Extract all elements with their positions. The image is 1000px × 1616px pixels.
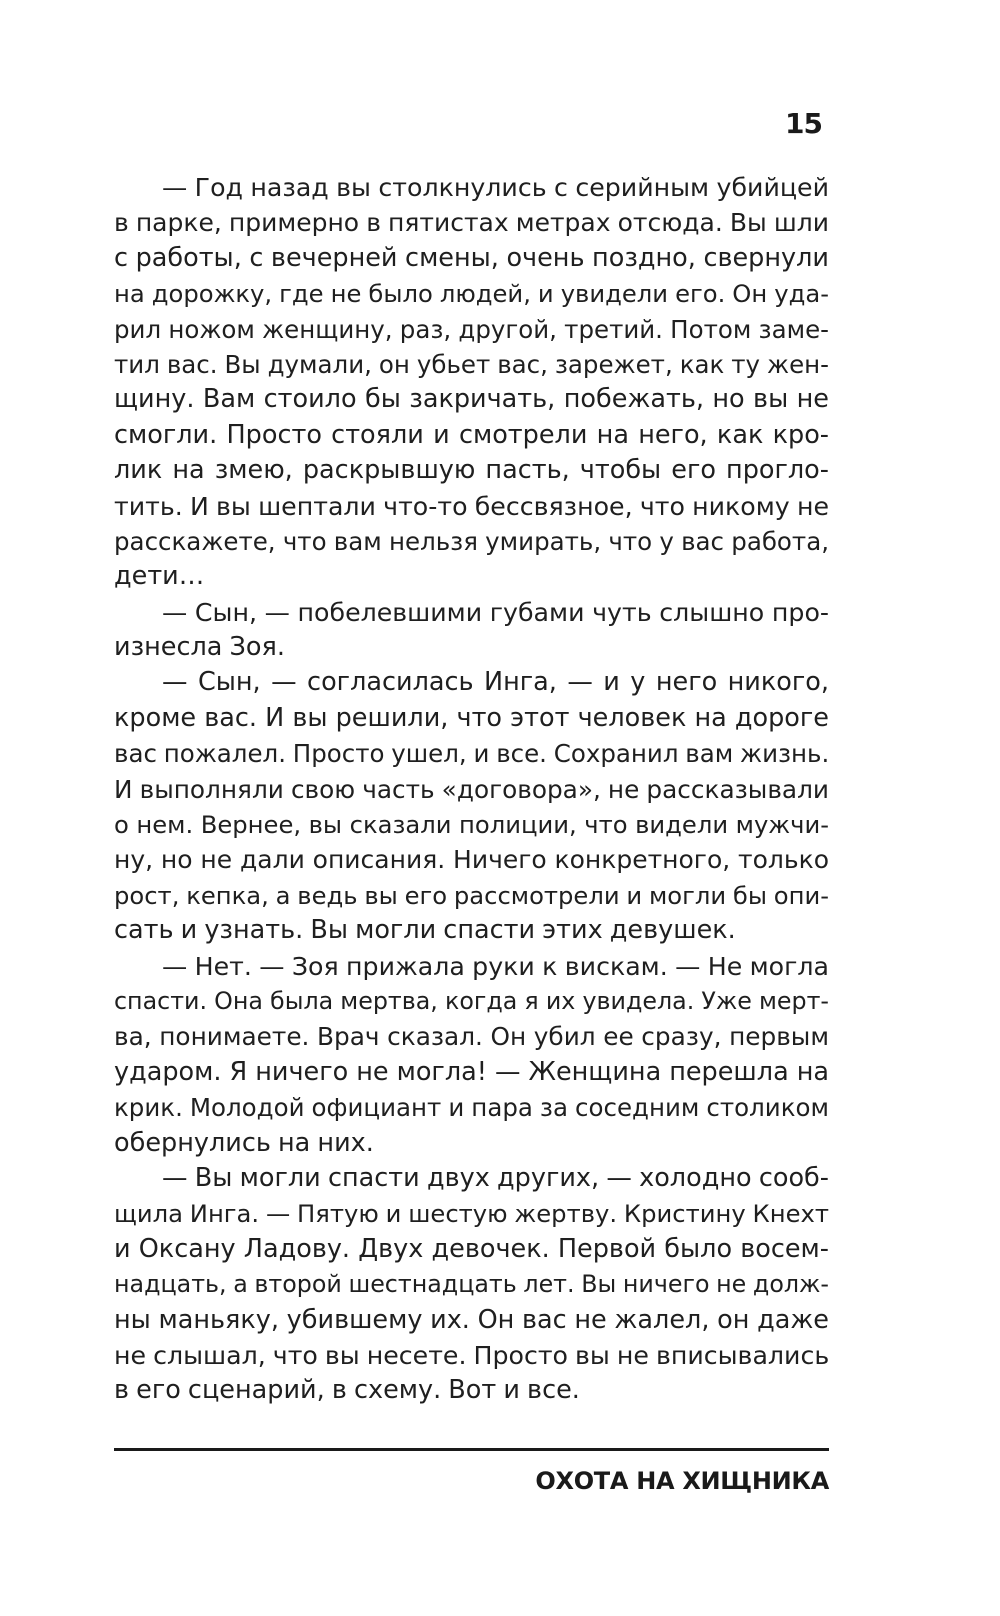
text-line: ну, но не дали описания. Ничего конкретного, только xyxy=(114,845,829,875)
text-line: на дорожку, где не было людей, и увидели его. Он уда- xyxy=(114,279,829,309)
text-line: — Сын, — согласилась Инга, — и у него никого, xyxy=(162,667,829,698)
text-line: не слышал, что вы несете. Просто вы не вписывались xyxy=(114,1340,830,1370)
text-line: крик. Молодой официант и пара за соседним столиком xyxy=(114,1093,829,1123)
text-line: ударом. Я ничего не могла! — Женщина перешла на xyxy=(114,1056,829,1087)
text-line: расскажете, что вам нельзя умирать, что у вас работа, xyxy=(114,526,829,556)
text-line: лик на змею, раскрывшую пасть, чтобы его прогло- xyxy=(114,455,829,486)
text-line: в его сценарий, в схему. Вот и все. xyxy=(114,1375,580,1406)
text-line: кроме вас. И вы решили, что этот человек на дороге xyxy=(114,702,829,733)
text-line: ва, понимаете. Врач сказал. Он убил ее сразу, первым xyxy=(114,1022,829,1052)
running-title: ОХОТА НА ХИЩНИКА xyxy=(535,1467,829,1495)
text-line: — Вы могли спасти двух других, — холодно сооб- xyxy=(162,1162,829,1193)
text-line: ны маньяку, убившему их. Он вас не жалел, он даже xyxy=(114,1304,829,1335)
text-line: — Нет. — Зоя прижала руки к вискам. — Не могла xyxy=(162,951,829,981)
footer-divider xyxy=(114,1448,829,1451)
text-line: рил ножом женщину, раз, другой, третий. Потом заме- xyxy=(114,314,829,344)
text-line: И выполняли свою часть «договора», не рассказывали xyxy=(114,774,829,804)
text-line: вас пожалел. Просто ушел, и все. Сохранил вам жизнь. xyxy=(114,739,830,769)
text-line: спасти. Она была мертва, когда я их увидела. Уже мерт- xyxy=(114,986,829,1015)
text-line: смогли. Просто стояли и смотрели на него, как кро- xyxy=(114,419,829,450)
text-line: тить. И вы шептали что-то бессвязное, что никому не xyxy=(114,491,829,521)
text-line: надцать, а второй шестнадцать лет. Вы ничего не долж- xyxy=(114,1270,829,1299)
text-line: сать и узнать. Вы могли спасти этих девушек. xyxy=(114,915,736,946)
text-line: рост, кепка, а ведь вы его рассмотрели и могли бы опи- xyxy=(114,880,829,910)
text-line: тил вас. Вы думали, он убьет вас, зарежет, как ту жен- xyxy=(114,349,829,379)
text-line: — Год назад вы столкнулись с серийным убийцей xyxy=(162,173,829,202)
text-line: о нем. Вернее, вы сказали полиции, что видели мужчи- xyxy=(114,810,829,840)
page-number: 15 xyxy=(785,107,822,140)
text-line: щила Инга. — Пятую и шестую жертву. Кристину Кнехт xyxy=(114,1199,829,1229)
text-line: в парке, примерно в пятистах метрах отсюда. Вы шли xyxy=(114,208,829,238)
body-text xyxy=(114,170,829,1409)
text-line: дети… xyxy=(114,561,205,592)
text-line: с работы, с вечерней смены, очень поздно, свернули xyxy=(114,242,829,273)
text-line: — Сын, — побелевшими губами чуть слышно про- xyxy=(162,597,829,627)
text-line: и Оксану Ладову. Двух девочек. Первой было восем- xyxy=(114,1233,829,1264)
text-line: щину. Вам стоило бы закричать, побежать, но вы не xyxy=(114,384,829,415)
text-line: изнесла Зоя. xyxy=(114,632,285,663)
text-line: обернулись на них. xyxy=(114,1127,374,1158)
